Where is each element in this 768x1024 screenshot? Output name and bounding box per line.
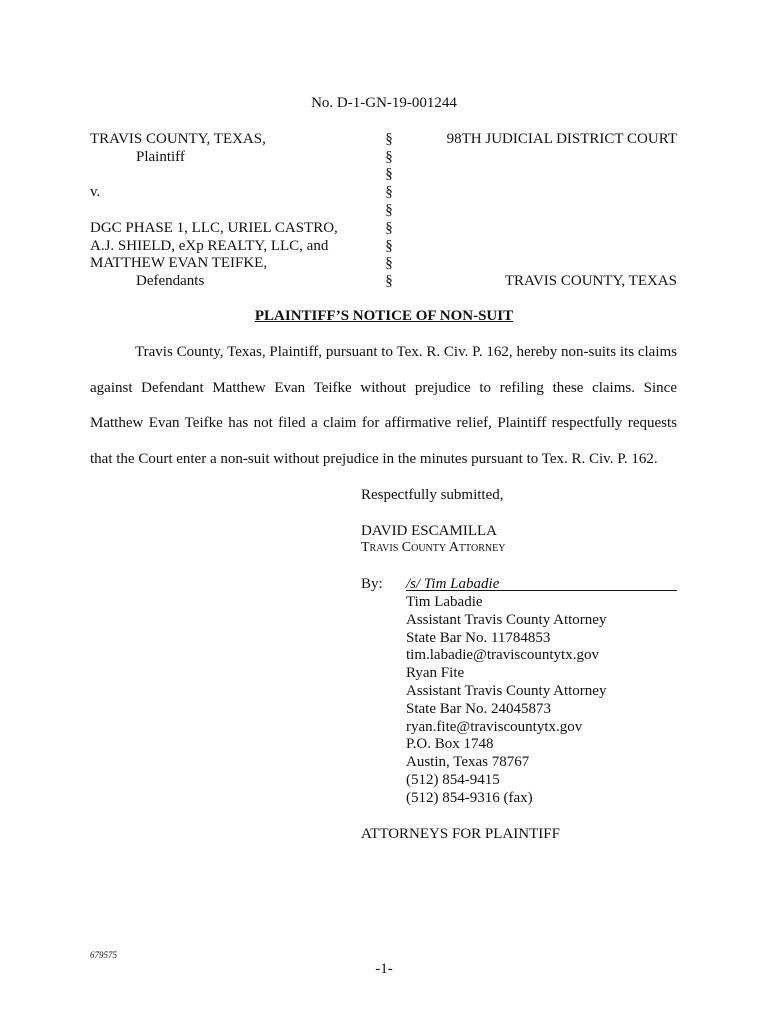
body-paragraph: Travis County, Texas, Plaintiff, pursuant to Tex. R. Civ. P. 162, hereby non-suits its claims against Defendant Matthew Evan Teifke without prejudice to refiling these claims. Since Matthew Evan Teifke has not filed a claim for affirmative relief, Plaintiff respectfully requests that the Court enter a non-suit without prejudice in the minutes pursuant to Tex. R. Civ. P. 162. — [90, 344, 677, 467]
section-symbol: § — [385, 202, 393, 218]
address-line: (512) 854-9316 (fax) — [406, 789, 533, 806]
case-number: No. D-1-GN-19-001244 — [311, 95, 457, 111]
address-line: (512) 854-9415 — [406, 771, 500, 788]
address-line: Ryan Fite — [406, 665, 465, 682]
address-line: Tim Labadie — [406, 594, 483, 610]
defendant-line-3: MATTHEW EVAN TEIFKE, — [90, 255, 268, 271]
section-symbol: § — [385, 131, 393, 147]
signature-text: /s/ Tim Labadie — [406, 576, 500, 592]
plaintiff-name: TRAVIS COUNTY, TEXAS, — [90, 131, 266, 147]
versus: v. — [90, 184, 101, 200]
document-id: 679575 — [90, 950, 117, 960]
signature-line — [406, 590, 677, 591]
plaintiff-role: Plaintiff — [136, 149, 185, 165]
address-line: Assistant Travis County Attorney — [406, 611, 607, 628]
section-symbol: § — [385, 220, 393, 236]
section-symbol: § — [385, 166, 393, 182]
address-line: ryan.fite@traviscountytx.gov — [406, 718, 583, 735]
by-label: By: — [361, 576, 383, 592]
address-line: State Bar No. 24045873 — [406, 700, 551, 717]
closing: Respectfully submitted, — [361, 487, 504, 503]
defendant-line-2: A.J. SHIELD, eXp REALTY, LLC, and — [90, 238, 329, 254]
section-symbol: § — [385, 273, 393, 289]
signature-address — [406, 593, 606, 807]
county-name: TRAVIS COUNTY, TEXAS — [504, 273, 677, 289]
address-line: tim.labadie@traviscountytx.gov — [406, 647, 599, 664]
document-title: PLAINTIFF’S NOTICE OF NON-SUIT — [254, 308, 514, 324]
section-symbol: § — [385, 255, 393, 271]
court-name: 98TH JUDICIAL DISTRICT COURT — [446, 131, 677, 147]
attorneys-for: ATTORNEYS FOR PLAINTIFF — [361, 826, 560, 842]
section-symbol: § — [385, 149, 393, 165]
address-line: P.O. Box 1748 — [406, 736, 494, 753]
address-line: Assistant Travis County Attorney — [406, 682, 607, 699]
address-line: State Bar No. 11784853 — [406, 629, 551, 646]
section-symbol: § — [385, 238, 393, 254]
defendants-role: Defendants — [136, 273, 205, 289]
defendant-line-1: DGC PHASE 1, LLC, URIEL CASTRO, — [90, 220, 338, 236]
address-line: Austin, Texas 78767 — [406, 754, 530, 771]
attorney-name: DAVID ESCAMILLA — [361, 523, 497, 539]
page-number: -1- — [375, 961, 393, 977]
attorney-title: Travis County Attorney — [361, 540, 506, 555]
section-symbol: § — [385, 184, 393, 200]
